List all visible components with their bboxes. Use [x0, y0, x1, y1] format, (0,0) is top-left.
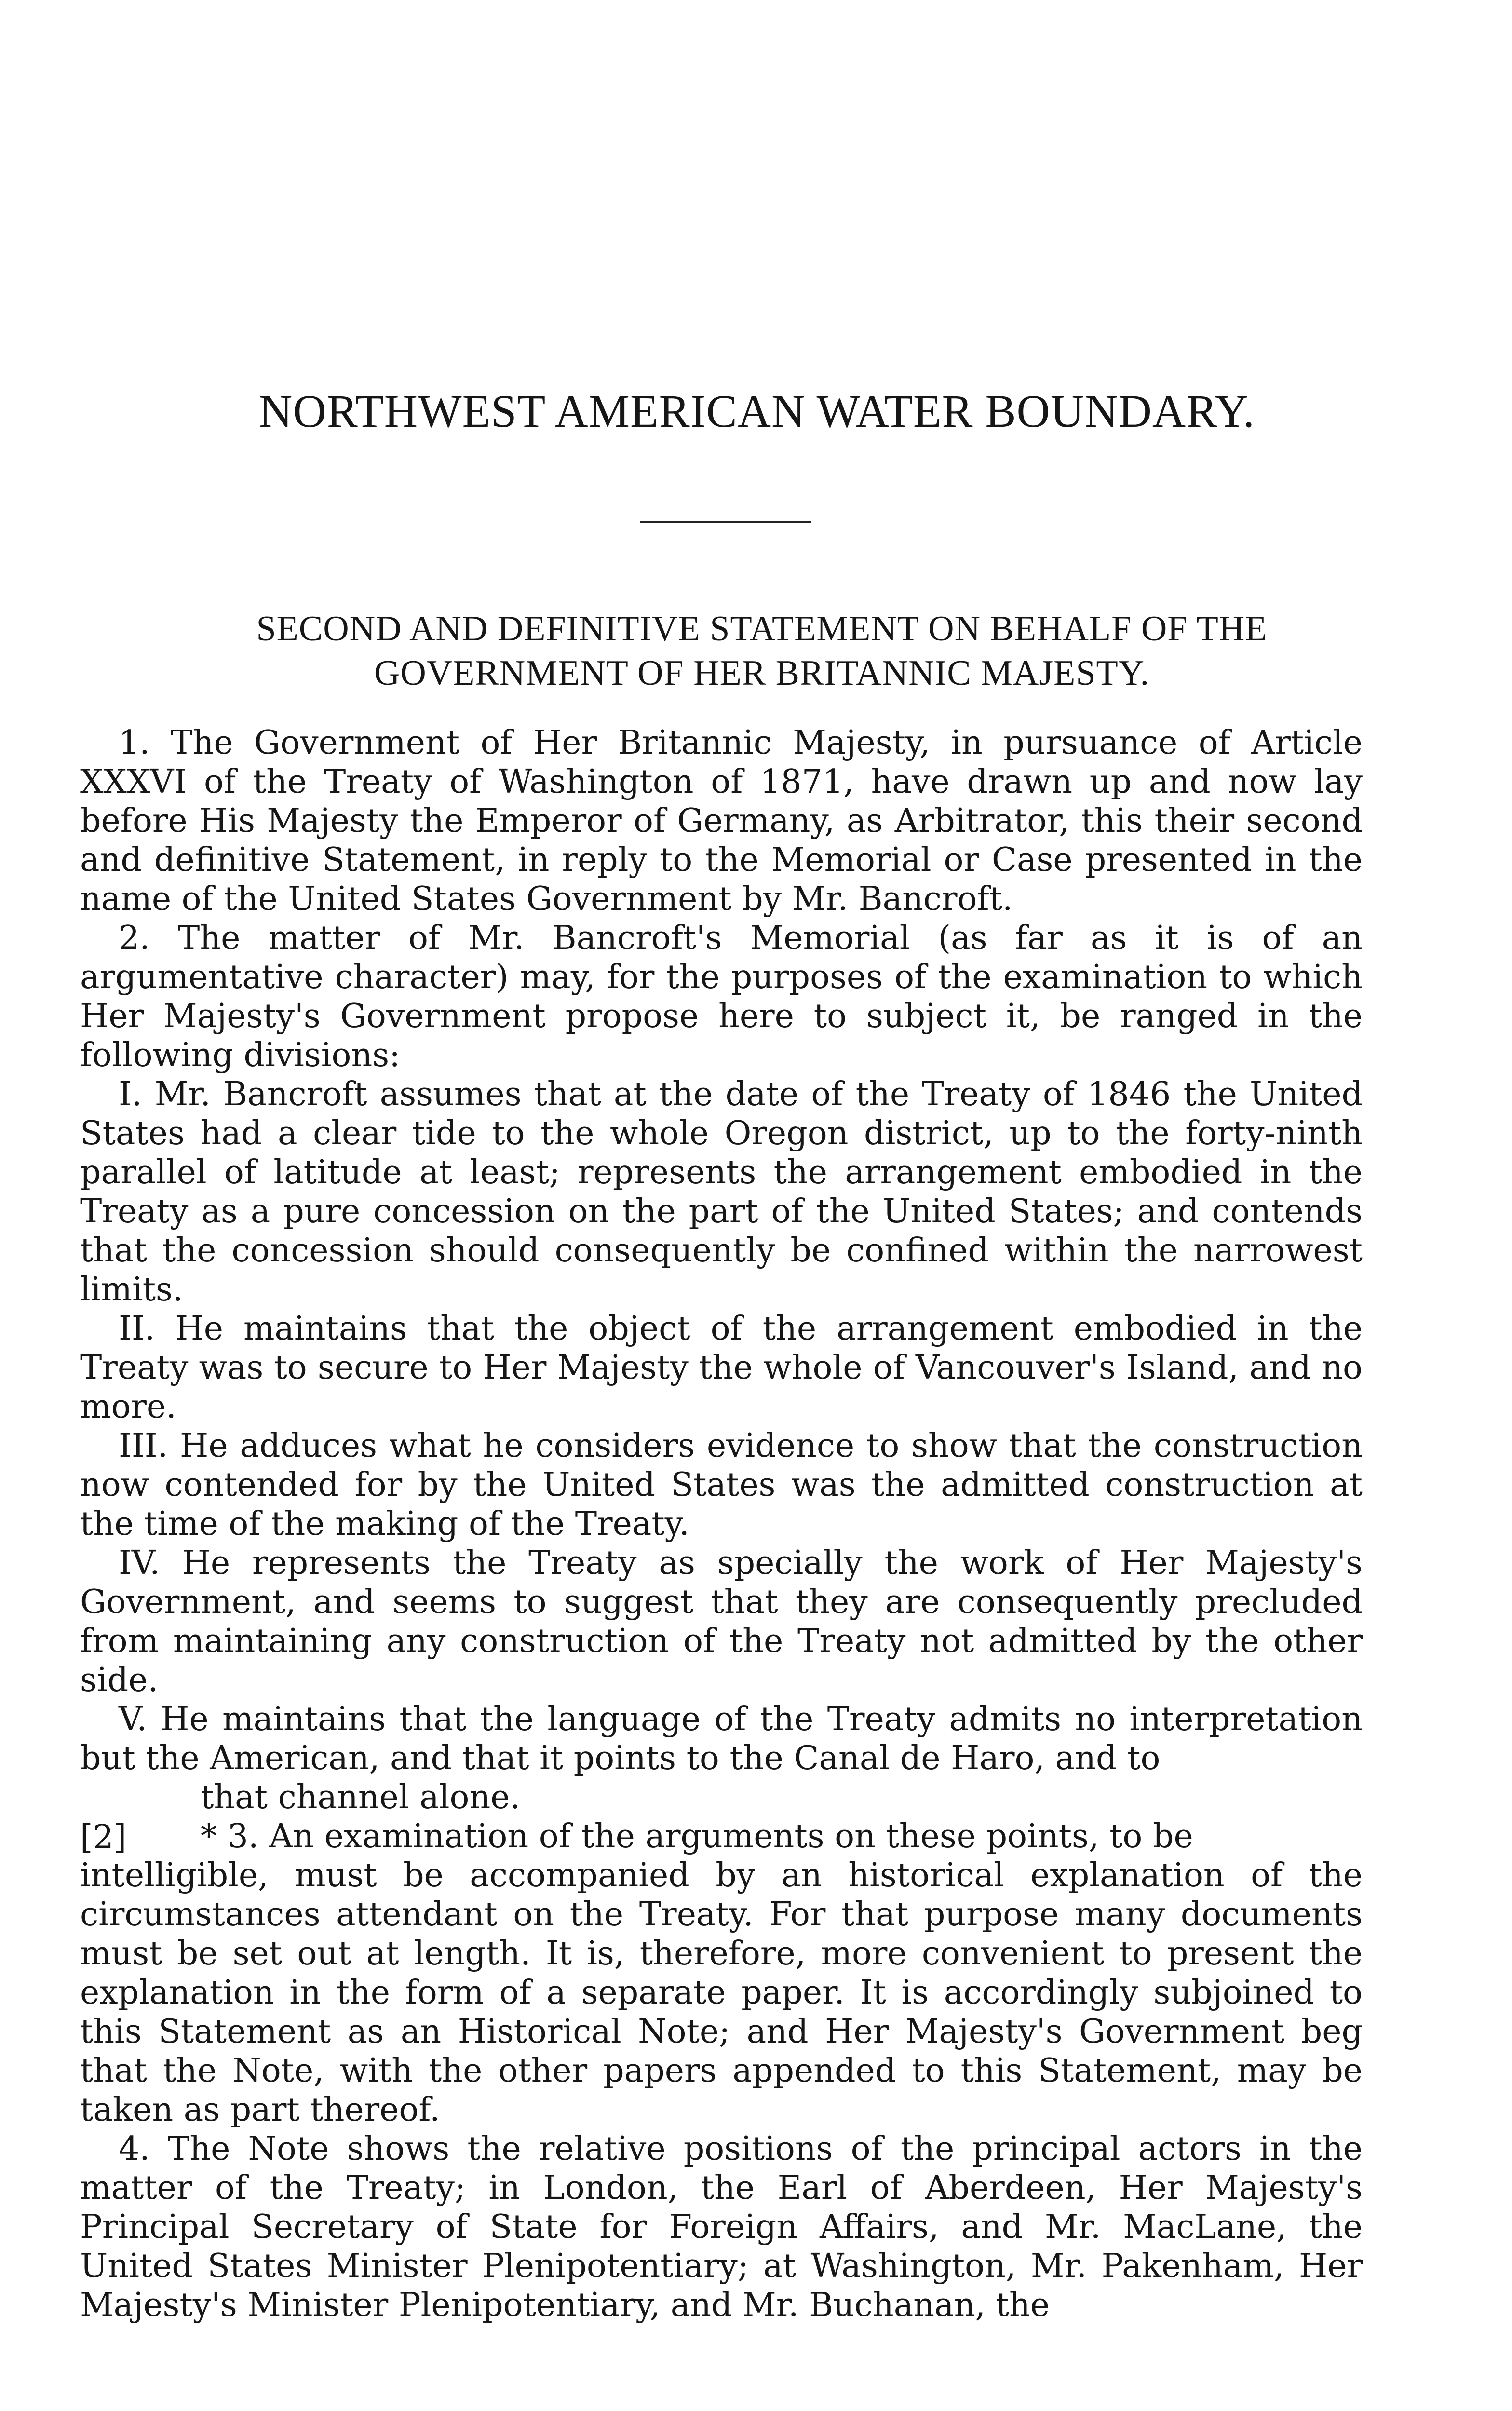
division-iii: III. He adduces what he considers evidence to show that the construction now contended for by the United States was the admitted construction at the time of the making of the Treaty.: [80, 1427, 1363, 1543]
division-v: V. He maintains that the language of the Treaty admits no interpretation but the American, and that it points to the Canal de Haro, and to: [80, 1700, 1363, 1777]
document-subtitle: [63, 607, 1461, 695]
division-ii: II. He maintains that the object of the arrangement embodied in the Treaty was to secure to Her Majesty the whole of Vancouver's Island, and no more.: [80, 1310, 1363, 1426]
division-v-continuation: that channel alone.: [201, 1778, 521, 1816]
body-text: [80, 723, 1363, 2325]
subtitle-line-1: SECOND AND DEFINITIVE STATEMENT ON BEHALF OF THE: [256, 609, 1268, 649]
paragraph-2: 2. The matter of Mr. Bancroft's Memorial (as far as it is of an argumentative character) may, for the purposes of the examination to which Her Majesty's Government propose here to subject it, be ranged in the following divisions:: [80, 919, 1363, 1074]
subtitle-line-2: GOVERNMENT OF HER BRITANNIC MAJESTY.: [374, 653, 1150, 693]
paragraph-3-start: * 3. An examination of the arguments on these points, to be: [201, 1817, 1193, 1856]
division-iv: IV. He represents the Treaty as specially the work of Her Majesty's Government, and seems to suggest that they are consequently precluded from maintaining any construction of the Treaty not admitted by the other side.: [80, 1544, 1363, 1699]
document-title: NORTHWEST AMERICAN WATER BOUNDARY.: [259, 385, 1255, 437]
division-i: I. Mr. Bancroft assumes that at the date of the Treaty of 1846 the United States had a clear tide to the whole Oregon district, up to the forty-ninth parallel of latitude at least; represents the arrangement embodied in the Treaty as a pure concession on the part of the United States; and contends that the concession should consequently be confined within the narrowest limits.: [80, 1075, 1363, 1309]
title-rule-divider: [640, 521, 811, 523]
paragraph-1: 1. The Government of Her Britannic Majesty, in pursuance of Article XXXVI of the Treaty of Washington of 1871, have drawn up and now lay before His Majesty the Emperor of Germany, as Arbitrator, this their second and definitive Statement, in reply to the Memorial or Case presented in the name of the United States Government by Mr. Bancroft.: [80, 724, 1363, 918]
paragraph-4: 4. The Note shows the relative positions of the principal actors in the matter of the Treaty; in London, the Earl of Aberdeen, Her Majesty's Principal Secretary of State for Foreign Affairs, and Mr. MacLane, the United States Minister Plenipotentiary; at Washington, Mr. Pakenham, Her Majesty's Minister Plenipotentiary, and Mr. Buchanan, the: [80, 2130, 1363, 2324]
paragraph-3-continuation: intelligible, must be accompanied by an historical explanation of the circumstances attendant on the Treaty. For that purpose many documents must be set out at length. It is, therefore, more convenient to present the explanation in the form of a separate paper. It is accordingly subjoined to this Statement as an Historical Note; and Her Majesty's Government beg that the Note, with the other papers appended to this Statement, may be taken as part thereof.: [80, 1856, 1363, 2129]
page-marker: [2]: [80, 1818, 127, 1856]
